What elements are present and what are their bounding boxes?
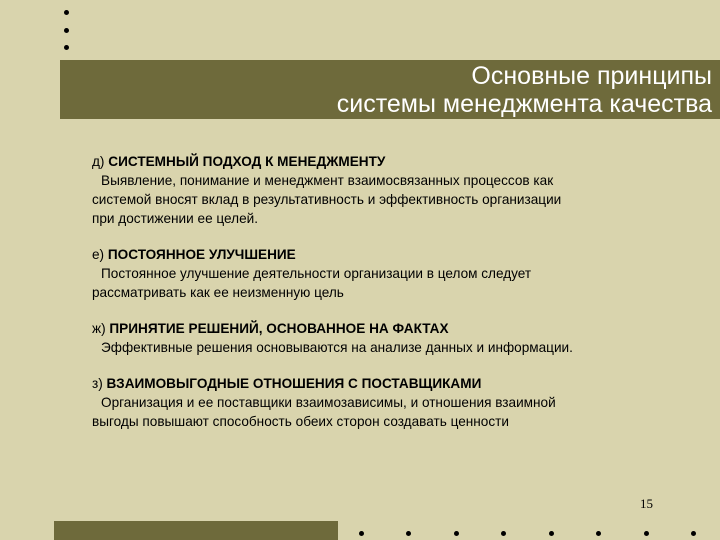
decor-dot bbox=[406, 531, 411, 536]
description-line: Организация и ее поставщики взаимозависимы, и отношения взаимной bbox=[101, 395, 556, 410]
description-line: Постоянное улучшение деятельности организации в целом следует bbox=[101, 266, 532, 281]
slide-title bbox=[337, 62, 712, 118]
principle-title: ВЗАИМОВЫГОДНЫЕ ОТНОШЕНИЯ С ПОСТАВЩИКАМИ bbox=[106, 376, 482, 391]
decor-dot bbox=[64, 10, 69, 15]
page-number: 15 bbox=[640, 496, 653, 511]
principle-title: СИСТЕМНЫЙ ПОДХОД К МЕНЕДЖМЕНТУ bbox=[108, 154, 386, 169]
principle-letter: ж) bbox=[92, 321, 106, 336]
principle-description bbox=[92, 393, 692, 431]
decor-dot bbox=[501, 531, 506, 536]
principle-section bbox=[92, 374, 692, 431]
principle-description bbox=[92, 264, 692, 302]
principle-heading bbox=[92, 152, 692, 171]
principle-title: ПРИНЯТИЕ РЕШЕНИЙ, ОСНОВАННОЕ НА ФАКТАХ bbox=[109, 321, 449, 336]
decor-dot bbox=[64, 45, 69, 50]
principle-heading bbox=[92, 374, 692, 393]
principle-heading bbox=[92, 319, 692, 338]
principle-section bbox=[92, 245, 692, 302]
description-line: рассматривать как ее неизменную цель bbox=[92, 285, 344, 300]
principle-heading bbox=[92, 245, 692, 264]
principle-description bbox=[92, 171, 692, 228]
principle-letter: з) bbox=[92, 376, 103, 391]
principle-title: ПОСТОЯННОЕ УЛУЧШЕНИЕ bbox=[107, 247, 296, 262]
decor-dot bbox=[64, 28, 69, 33]
principle-section bbox=[92, 319, 692, 357]
slide-title-line-2: системы менеджмента качества bbox=[336, 90, 712, 118]
decor-dot bbox=[359, 531, 364, 536]
decor-dot bbox=[549, 531, 554, 536]
description-line: при достижении ее целей. bbox=[92, 211, 259, 226]
title-bar bbox=[60, 60, 720, 119]
decor-dot bbox=[644, 531, 649, 536]
decor-dot bbox=[454, 531, 459, 536]
principle-letter: е) bbox=[92, 247, 105, 262]
slide-title-line-1: Основные принципы bbox=[471, 62, 712, 90]
description-line: Выявление, понимание и менеджмент взаимосвязанных процессов как bbox=[101, 173, 554, 188]
description-line: системой вносят вклад в результативность и эффективность организации bbox=[92, 192, 562, 207]
principle-letter: д) bbox=[92, 154, 105, 169]
footer-bar bbox=[54, 521, 338, 540]
decor-dot bbox=[596, 531, 601, 536]
principles-list bbox=[92, 152, 692, 448]
description-line: Эффективные решения основываются на анализе данных и информации. bbox=[101, 340, 573, 355]
principle-description bbox=[92, 338, 692, 357]
decor-dot bbox=[691, 531, 696, 536]
principle-section bbox=[92, 152, 692, 228]
description-line: выгоды повышают способность обеих сторон создавать ценности bbox=[92, 414, 509, 429]
